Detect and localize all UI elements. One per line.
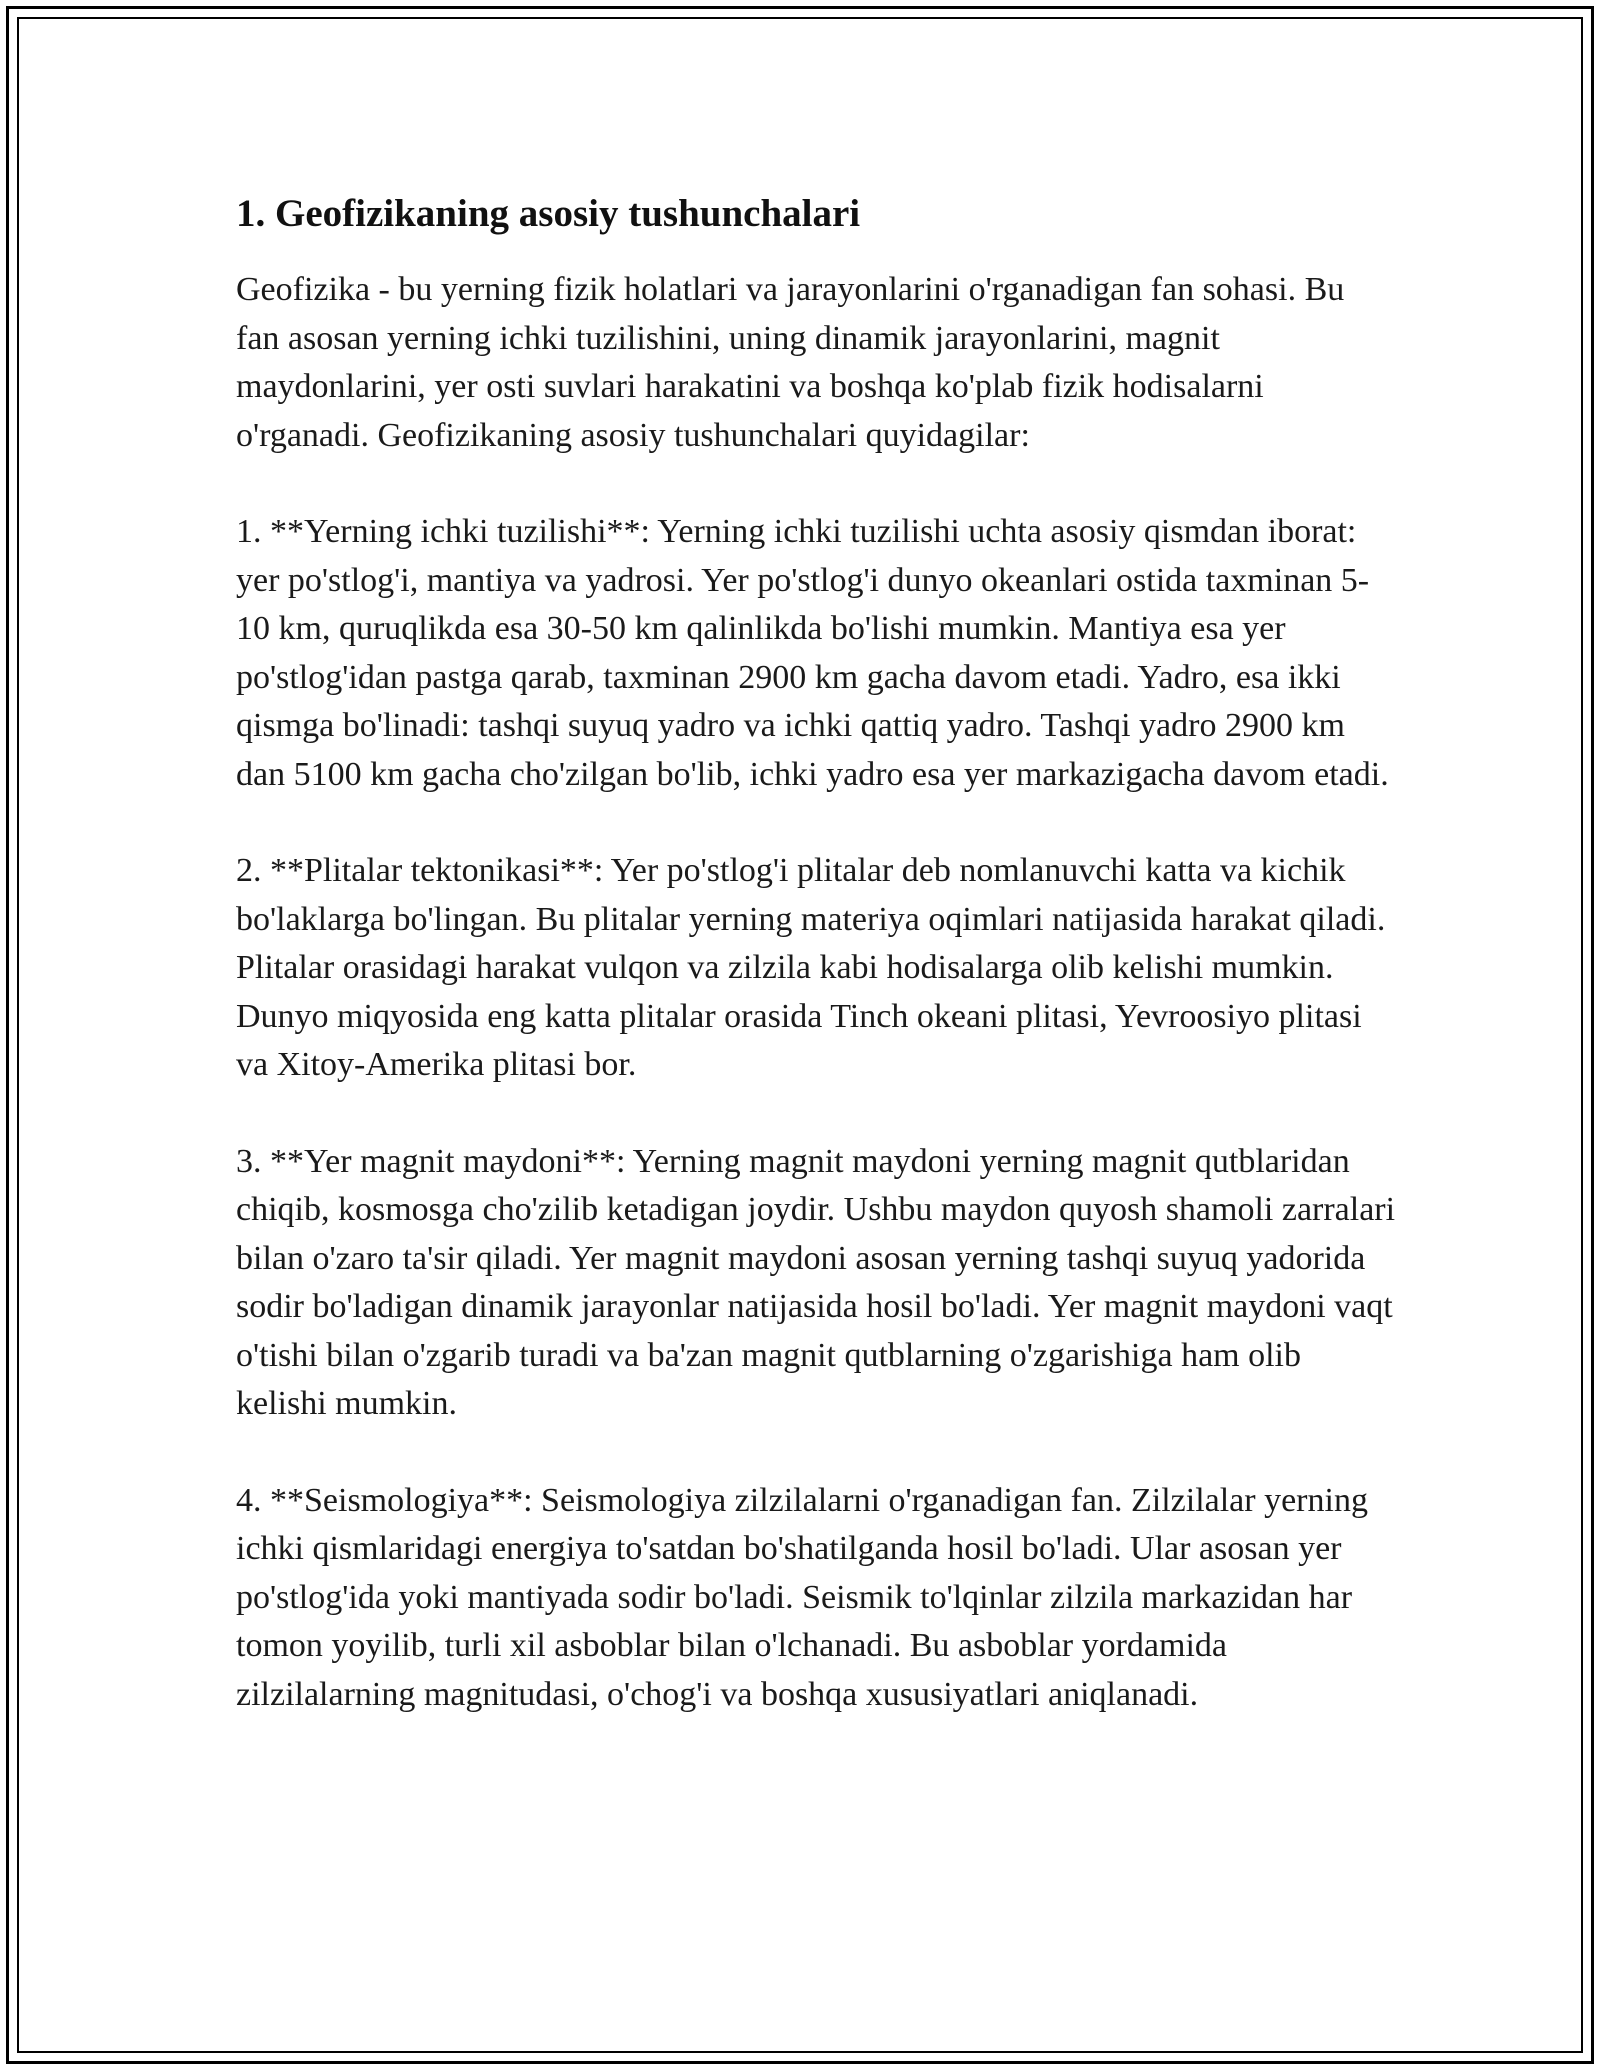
paragraph-internal-structure: 1. **Yerning ichki tuzilishi**: Yerning ichki tuzilishi uchta asosiy qismdan iborat: yer po'stlog'i, mantiya va yadrosi. Yer po'stlog'i dunyo okeanlari ostida taxminan 5-10 km, quruqlikda esa 30-50 km qalinlikda bo'lishi mumkin. Mantiya esa yer po'stlog'idan pastga qarab, taxminan 2900 km gacha davom etadi. Yadro, esa ikki qismga bo'linadi: tashqi suyuq yadro va ichki qattiq yadro. Tashqi yadro 2900 km dan 5100 km gacha cho'zilgan bo'lib, ichki yadro esa yer markazigacha davom etadi. — [236, 513, 1389, 793]
paragraph-plate-tectonics: 2. **Plitalar tektonikasi**: Yer po'stlog'i plitalar deb nomlanuvchi katta va kichik bo'laklarga bo'lingan. Bu plitalar yerning materiya oqimlari natijasida harakat qiladi. Plitalar orasidagi harakat vulqon va zilzila kabi hodisalarga olib kelishi mumkin. Dunyo miqyosida eng katta plitalar orasida Tinch okeani plitasi, Yevroosiyo plitasi va Xitoy-Amerika plitasi bor. — [236, 852, 1386, 1083]
section-heading: 1. Geofizikaning asosiy tushunchalari — [236, 192, 861, 235]
document-body — [236, 188, 1396, 1767]
paragraph-seismology: 4. **Seismologiya**: Seismologiya zilzilalarni o'rganadigan fan. Zilzilalar yerning ichki qismlaridagi energiya to'satdan bo'shatilganda hosil bo'ladi. Ular asosan yer po'stlog'ida yoki mantiyada sodir bo'ladi. Seismik to'lqinlar zilzila markazidan har tomon yoyilib, turli xil asboblar bilan o'lchanadi. Bu asboblar yordamida zilzilalarning magnitudasi, o'chog'i va boshqa xususiyatlari aniqlanadi. — [236, 1481, 1368, 1713]
paragraph-magnetic-field: 3. **Yer magnit maydoni**: Yerning magnit maydoni yerning magnit qutblaridan chiqib, kosmosga cho'zilib ketadigan joydir. Ushbu maydon quyosh shamoli zarralari bilan o'zaro ta'sir qiladi. Yer magnit maydoni asosan yerning tashqi suyuq yadorida sodir bo'ladigan dinamik jarayonlar natijasida hosil bo'ladi. Yer magnit maydoni vaqt o'tishi bilan o'zgarib turadi va ba'zan magnit qutblarning o'zgarishiga ham olib kelishi mumkin. — [236, 1142, 1396, 1422]
intro-paragraph: Geofizika - bu yerning fizik holatlari va jarayonlarini o'rganadigan fan sohasi. Bu fan asosan yerning ichki tuzilishini, uning dinamik jarayonlarini, magnit maydonlarini, yer osti suvlari harakatini va boshqa ko'plab fizik hodisalarni o'rganadi. Geofizikaning asosiy tushunchalari quyidagilar: — [236, 271, 1345, 454]
